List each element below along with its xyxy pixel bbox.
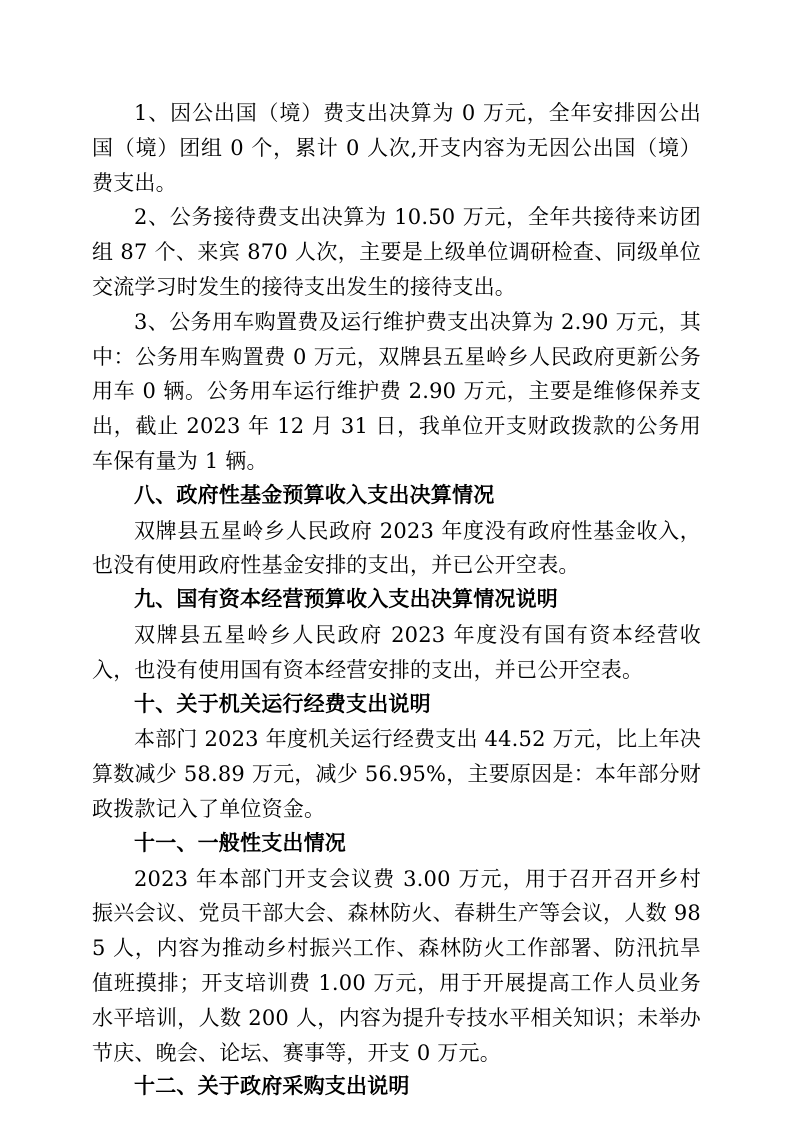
section-heading-general-expenditure: 十一、一般性支出情况 xyxy=(134,831,346,855)
section-heading-state-capital-operation: 九、国有资本经营预算收入支出决算情况说明 xyxy=(134,588,558,612)
paragraph-agency-operating-expense: 本部门 2023 年度机关运行经费支出 44.52 万元，比上年决算数减少 58.89 万元，减少 56.95%，主要原因是：本年部分财政拨款记入了单位资金。 xyxy=(92,727,701,821)
paragraph-government-fund-budget: 双牌县五星岭乡人民政府 2023 年度没有政府性基金收入，也没有使用政府性基金安排的支出，并已公开空表。 xyxy=(92,518,701,578)
section-heading-government-procurement: 十二、关于政府采购支出说明 xyxy=(134,1075,410,1099)
paragraph-official-vehicle-expense: 3、公务用车购置费及运行维护费支出决算为 2.90 万元，其中：公务用车购置费 0 万元，双牌县五星岭乡人民政府更新公务用车 0 辆。公务用车运行维护费 2.90 万元，主要是维修保养支出，截止 2023 年 12 月 31 日，我单位开支财政拨款的公务用车保有量为 1 辆。 xyxy=(92,309,701,473)
section-heading-government-fund-budget: 八、政府性基金预算收入支出决算情况 xyxy=(134,483,495,507)
paragraph-state-capital-operation: 双牌县五星岭乡人民政府 2023 年度没有国有资本经营收入，也没有使用国有资本经营安排的支出，并已公开空表。 xyxy=(92,622,701,682)
document-body xyxy=(92,96,701,1105)
section-heading-agency-operating-expense: 十、关于机关运行经费支出说明 xyxy=(134,692,431,716)
paragraph-official-reception-expense: 2、公务接待费支出决算为 10.50 万元，全年共接待来访团组 87 个、来宾 870 人次，主要是上级单位调研检查、同级单位交流学习时发生的接待支出发生的接待支出。 xyxy=(92,205,701,299)
paragraph-general-expenditure: 2023 年本部门开支会议费 3.00 万元，用于召开召开乡村振兴会议、党员干部大会、森林防火、春耕生产等会议，人数 985 人，内容为推动乡村振兴工作、森林防火工作部署、防汛抗旱值班摸排；开支培训费 1.00 万元，用于开展提高工作人员业务水平培训，人数 200 人，内容为提升专技水平相关知识；未举办节庆、晚会、论坛、赛事等，开支 0 万元。 xyxy=(92,866,701,1065)
paragraph-overseas-travel-expense: 1、因公出国（境）费支出决算为 0 万元，全年安排因公出国（境）团组 0 个，累计 0 人次,开支内容为无因公出国（境）费支出。 xyxy=(92,101,701,195)
